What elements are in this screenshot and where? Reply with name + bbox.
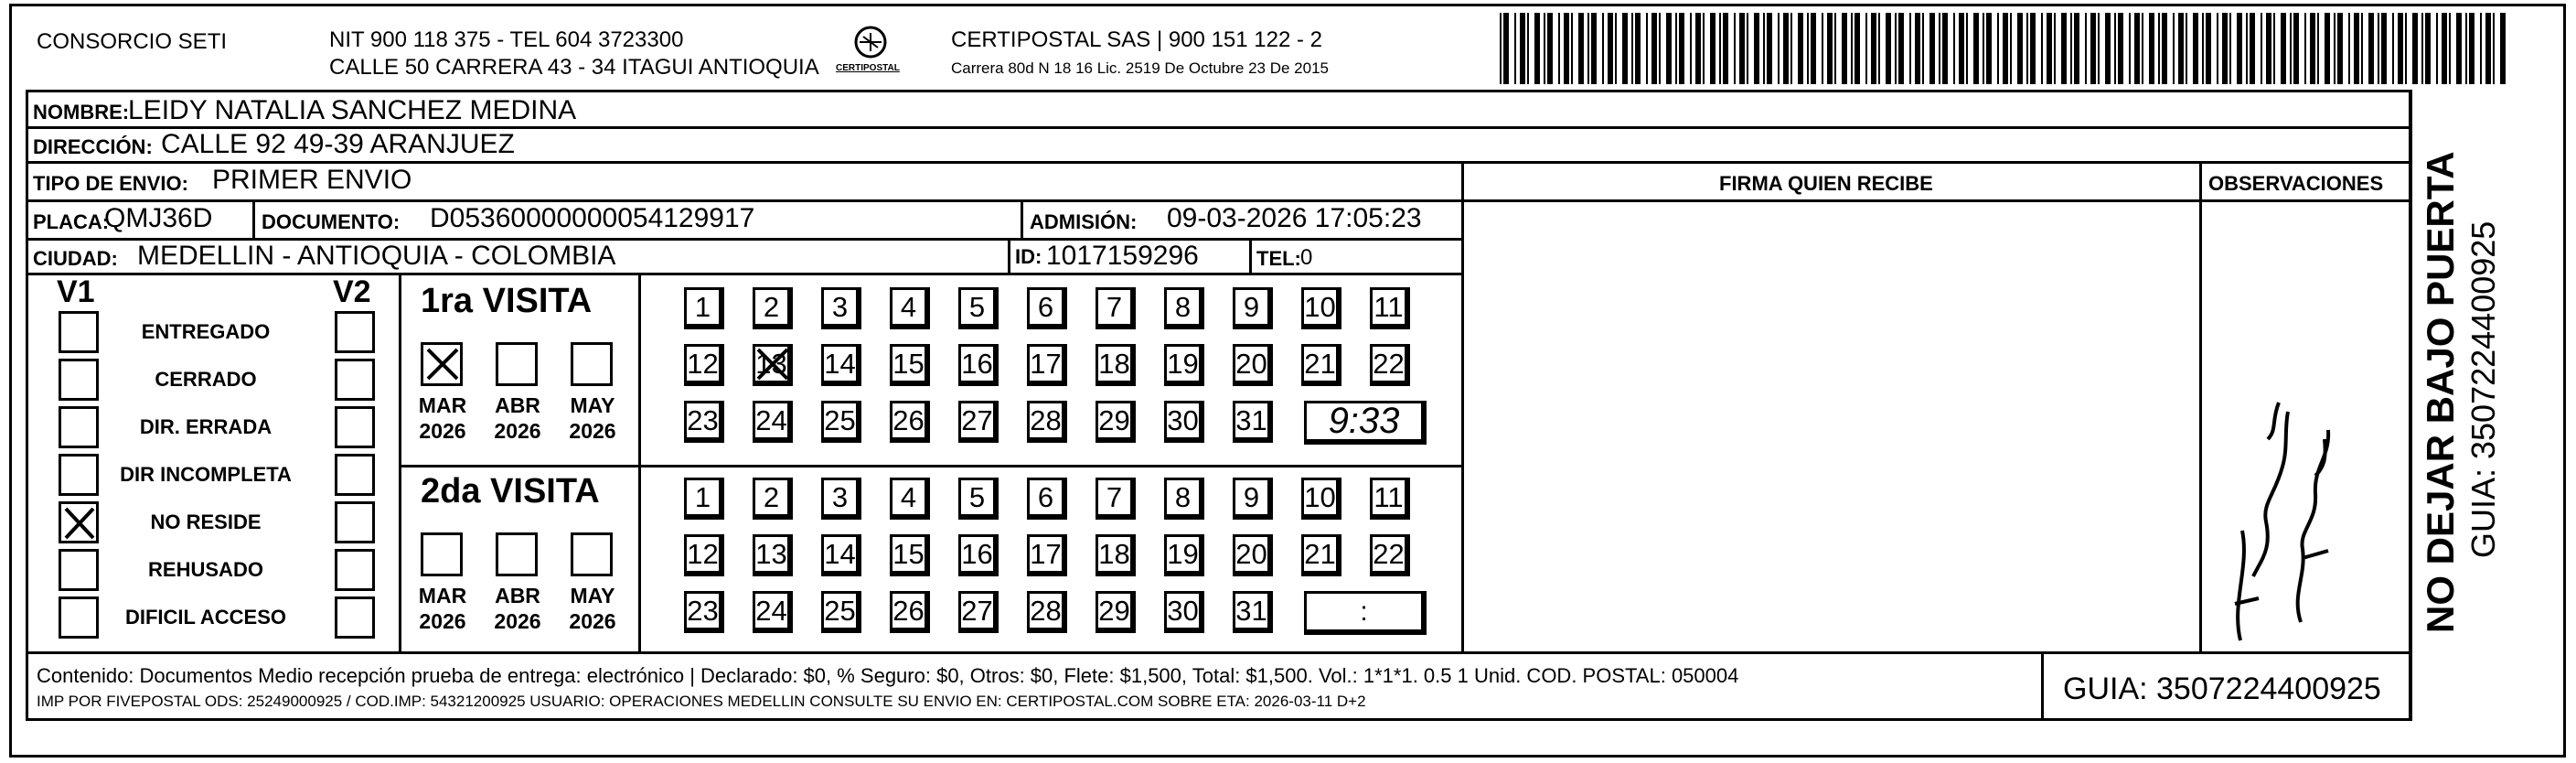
day-box-8[interactable]: 8 xyxy=(1164,478,1204,520)
status-label: ENTREGADO xyxy=(141,320,271,343)
day-box-29[interactable]: 29 xyxy=(1096,591,1136,633)
barcode-bar xyxy=(1942,13,1948,84)
status-label: DIR. ERRADA xyxy=(139,415,273,438)
day-box-17[interactable]: 17 xyxy=(1027,344,1067,386)
barcode-bar xyxy=(2054,13,2056,84)
admision-label: ADMISIÓN: xyxy=(1030,210,1138,233)
check-mark-icon xyxy=(424,346,461,382)
barcode-bar xyxy=(1754,13,1759,84)
month-checkbox-abr[interactable] xyxy=(496,342,538,386)
documento-label: DOCUMENTO: xyxy=(262,210,401,233)
year-label: 2026 xyxy=(569,609,616,633)
barcode-bar xyxy=(1710,13,1716,84)
barcode-bar xyxy=(2178,13,2184,84)
barcode-bar xyxy=(1734,13,1736,84)
barcode-bar xyxy=(1544,13,1545,84)
v1-checkbox-dir-errada[interactable] xyxy=(59,406,99,448)
barcode-bar xyxy=(1973,13,1979,84)
placa-label: PLACA: xyxy=(33,210,110,233)
barcode-bar xyxy=(2412,13,2418,84)
barcode-bar xyxy=(2098,13,2100,84)
barcode-bar xyxy=(1783,13,1789,84)
side-guia: GUIA: 3507224400925 xyxy=(2464,220,2502,558)
barcode-bar xyxy=(2281,13,2286,84)
status-label: REHUSADO xyxy=(148,558,263,581)
barcode-bar xyxy=(2118,13,2123,84)
barcode-bar xyxy=(1895,13,1897,84)
v2-checkbox-entregado[interactable] xyxy=(335,311,375,353)
barcode-bar xyxy=(1807,13,1809,84)
barcode-bar xyxy=(1547,13,1553,84)
day-box-28[interactable]: 28 xyxy=(1027,401,1067,443)
certipostal-line1: CERTIPOSTAL SAS | 900 151 122 - 2 xyxy=(951,27,1322,52)
barcode-bar xyxy=(2392,13,2394,84)
time-box[interactable]: : xyxy=(1304,591,1427,635)
documento-value: D05360000000054129917 xyxy=(430,203,755,233)
status-label: CERRADO xyxy=(155,368,257,391)
direccion-label: DIRECCIÓN: xyxy=(33,135,153,158)
barcode-bar xyxy=(2485,13,2491,84)
barcode-bar xyxy=(1865,13,1867,84)
day-box-3[interactable]: 3 xyxy=(821,478,861,520)
id-value: 1017159296 xyxy=(1046,241,1199,271)
cell-divider xyxy=(1021,199,1023,238)
v2-checkbox-dir-incompleta[interactable] xyxy=(335,454,375,496)
company-name: CONSORCIO SETI xyxy=(37,29,228,54)
tipo-label: TIPO DE ENVIO: xyxy=(33,172,188,195)
day-box-27[interactable]: 27 xyxy=(958,591,999,633)
barcode-bar xyxy=(1878,13,1880,84)
month-label: ABR xyxy=(495,584,540,607)
barcode-bar xyxy=(2381,13,2387,84)
barcode-bar xyxy=(2085,13,2087,84)
day-box-9[interactable]: 9 xyxy=(1233,478,1273,520)
barcode-bar xyxy=(2149,13,2154,84)
barcode-bar xyxy=(2293,13,2299,84)
barcode-bar xyxy=(1659,13,1661,84)
form-bottom-line xyxy=(26,651,2412,654)
barcode-bar xyxy=(2193,13,2198,84)
barcode-bar xyxy=(1500,13,1502,84)
check-mark-icon xyxy=(754,346,791,382)
v2-checkbox-cerrado[interactable] xyxy=(335,359,375,401)
v2-label: V2 xyxy=(333,274,371,309)
month-label: MAR xyxy=(418,393,467,417)
barcode-bar xyxy=(1646,13,1648,84)
day-box-6[interactable]: 6 xyxy=(1027,478,1067,520)
footer-line2: IMP POR FIVEPOSTAL ODS: 25249000925 / COD.IMP: 54321200925 USUARIO: OPERACIONES MEDELLIN CONSULTE SU ENVIO EN: CERTIPOSTAL.COM SOBRE ETA: 2026-03-11 D+2 xyxy=(37,693,1366,710)
cell-divider xyxy=(1249,238,1252,273)
barcode-bar xyxy=(2186,13,2187,84)
barcode-bar xyxy=(1953,13,1955,84)
v2-checkbox-dir-errada[interactable] xyxy=(335,406,375,448)
ciudad-value: MEDELLIN - ANTIOQUIA - COLOMBIA xyxy=(137,241,616,271)
barcode-bar xyxy=(1587,13,1589,84)
cell-divider xyxy=(1008,238,1010,273)
barcode-bar xyxy=(1703,13,1705,84)
barcode-bar xyxy=(2354,13,2359,84)
barcode-bar xyxy=(1997,13,1999,84)
barcode-bar xyxy=(1558,13,1560,84)
barcode-bar xyxy=(2142,13,2143,84)
barcode-bar xyxy=(1514,13,1516,84)
barcode-bar xyxy=(1798,13,1803,84)
day-box-10[interactable]: 10 xyxy=(1301,287,1341,329)
barcode-bar xyxy=(2173,13,2175,84)
barcode-bar xyxy=(2074,13,2079,84)
barcode-bar xyxy=(2317,13,2319,84)
barcode-bar xyxy=(2425,13,2431,84)
barcode-bar xyxy=(2405,13,2407,84)
visit2-title: 2da VISITA xyxy=(421,472,600,510)
day-box-16[interactable]: 16 xyxy=(958,344,999,386)
barcode-bar xyxy=(2261,13,2262,84)
barcode-bar xyxy=(1778,13,1780,84)
handwritten-signature xyxy=(2213,329,2359,659)
day-box-30[interactable]: 30 xyxy=(1164,591,1204,633)
month-label: ABR xyxy=(495,393,540,417)
barcode-bar xyxy=(2310,13,2315,84)
barcode-bar xyxy=(2017,13,2023,84)
column-divider xyxy=(2199,161,2202,651)
barcode-bar xyxy=(2456,13,2462,84)
barcode-bar xyxy=(2202,13,2204,84)
month-label: MAY xyxy=(570,393,615,417)
day-box-21[interactable]: 21 xyxy=(1301,534,1341,576)
barcode-bar xyxy=(2273,13,2275,84)
barcode-bar xyxy=(1520,13,1525,84)
day-box-10[interactable]: 10 xyxy=(1301,478,1341,520)
barcode-bar xyxy=(2421,13,2423,84)
barcode-bar xyxy=(2070,13,2072,84)
visit-separator xyxy=(399,465,1464,467)
tipo-value: PRIMER ENVIO xyxy=(212,165,412,195)
day-box-14[interactable]: 14 xyxy=(821,534,861,576)
barcode-bar xyxy=(2217,13,2218,84)
status-divider xyxy=(399,273,401,651)
barcode xyxy=(1500,13,2506,88)
barcode-bar xyxy=(1855,13,1860,84)
day-box-22[interactable]: 22 xyxy=(1370,534,1410,576)
barcode-bar xyxy=(2129,13,2131,84)
year-label: 2026 xyxy=(419,609,466,633)
day-box-26[interactable]: 26 xyxy=(890,401,930,443)
barcode-bar xyxy=(2206,13,2211,84)
day-box-13[interactable]: 13 xyxy=(753,344,793,386)
barcode-bar xyxy=(1635,13,1641,84)
direccion-value: CALLE 92 49-39 ARANJUEZ xyxy=(161,129,515,159)
v2-checkbox-rehusado[interactable] xyxy=(335,549,375,591)
visit-divider xyxy=(638,273,641,651)
day-box-4[interactable]: 4 xyxy=(890,287,930,329)
barcode-bar xyxy=(2493,13,2495,84)
day-box-7[interactable]: 7 xyxy=(1096,287,1136,329)
day-box-28[interactable]: 28 xyxy=(1027,591,1067,633)
month-label: MAR xyxy=(418,584,467,607)
barcode-bar xyxy=(2465,13,2467,84)
day-box-18[interactable]: 18 xyxy=(1096,534,1136,576)
status-label: DIFICIL ACCESO xyxy=(124,606,286,629)
day-box-25[interactable]: 25 xyxy=(821,591,861,633)
barcode-bar xyxy=(2449,13,2451,84)
footer-guia: GUIA: 3507224400925 xyxy=(2063,672,2381,706)
day-box-6[interactable]: 6 xyxy=(1027,287,1067,329)
day-box-11[interactable]: 11 xyxy=(1370,287,1410,329)
day-box-20[interactable]: 20 xyxy=(1233,344,1273,386)
barcode-bar xyxy=(1503,13,1509,84)
day-box-31[interactable]: 31 xyxy=(1233,591,1273,633)
barcode-bar xyxy=(1790,13,1792,84)
barcode-bar xyxy=(1534,13,1540,84)
day-box-8[interactable]: 8 xyxy=(1164,287,1204,329)
time-box[interactable]: 9:33 xyxy=(1304,401,1427,445)
year-label: 2026 xyxy=(569,419,616,443)
barcode-bar xyxy=(2325,13,2330,84)
barcode-bar xyxy=(1811,13,1816,84)
month-checkbox-mar[interactable] xyxy=(421,532,463,576)
day-box-14[interactable]: 14 xyxy=(821,344,861,386)
barcode-bar xyxy=(1527,13,1529,84)
barcode-bar xyxy=(1939,13,1940,84)
barcode-bar xyxy=(2229,13,2231,84)
row-line xyxy=(26,273,1464,275)
barcode-bar xyxy=(2237,13,2242,84)
row-line xyxy=(26,161,2412,164)
barcode-bar xyxy=(1886,13,1891,84)
barcode-bar xyxy=(1983,13,1984,84)
side-warning: NO DEJAR BAJO PUERTA xyxy=(2419,151,2462,633)
barcode-bar xyxy=(2378,13,2379,84)
barcode-bar xyxy=(2003,13,2008,84)
day-box-3[interactable]: 3 xyxy=(821,287,861,329)
barcode-bar xyxy=(2041,13,2043,84)
v1-checkbox-entregado[interactable] xyxy=(59,311,99,353)
barcode-bar xyxy=(2105,13,2111,84)
barcode-bar xyxy=(1690,13,1692,84)
logo-text: CERTIPOSTAL xyxy=(836,63,900,73)
tel-label: TEL: xyxy=(1256,247,1301,270)
barcode-bar xyxy=(1631,13,1633,84)
barcode-bar xyxy=(2361,13,2363,84)
barcode-bar xyxy=(2266,13,2271,84)
barcode-bar xyxy=(2162,13,2167,84)
barcode-bar xyxy=(1842,13,1847,84)
barcode-bar xyxy=(1675,13,1677,84)
barcode-bar xyxy=(1571,13,1573,84)
column-divider xyxy=(1461,161,1464,651)
year-label: 2026 xyxy=(494,419,541,443)
barcode-bar xyxy=(2337,13,2343,84)
check-mark-icon xyxy=(62,505,97,542)
barcode-bar xyxy=(1615,13,1617,84)
year-label: 2026 xyxy=(419,419,466,443)
barcode-bar xyxy=(2030,13,2036,84)
day-box-7[interactable]: 7 xyxy=(1096,478,1136,520)
barcode-bar xyxy=(1851,13,1853,84)
certipostal-logo xyxy=(834,24,907,79)
day-box-9[interactable]: 9 xyxy=(1233,287,1273,329)
firma-header: FIRMA QUIEN RECIBE xyxy=(1719,172,1933,195)
barcode-bar xyxy=(2304,13,2306,84)
barcode-bar xyxy=(1966,13,1968,84)
status-label: NO RESIDE xyxy=(150,510,262,533)
day-box-19[interactable]: 19 xyxy=(1164,534,1204,576)
month-checkbox-may[interactable] xyxy=(571,532,613,576)
day-box-1[interactable]: 1 xyxy=(684,287,724,329)
barcode-bar xyxy=(1578,13,1584,84)
ciudad-label: CIUDAD: xyxy=(33,247,118,270)
barcode-bar xyxy=(1898,13,1904,84)
barcode-bar xyxy=(1739,13,1745,84)
barcode-bar xyxy=(1679,13,1684,84)
barcode-bar xyxy=(2158,13,2160,84)
day-box-12[interactable]: 12 xyxy=(684,534,724,576)
barcode-bar xyxy=(1986,13,1992,84)
month-checkbox-may[interactable] xyxy=(571,342,613,386)
day-box-25[interactable]: 25 xyxy=(821,401,861,443)
barcode-bar xyxy=(2114,13,2116,84)
nit-line: NIT 900 118 375 - TEL 604 3723300 xyxy=(329,27,684,52)
barcode-bar xyxy=(2061,13,2067,84)
day-box-26[interactable]: 26 xyxy=(890,591,930,633)
v1-checkbox-rehusado[interactable] xyxy=(59,549,99,591)
barcode-bar xyxy=(1834,13,1836,84)
admision-value: 09-03-2026 17:05:23 xyxy=(1167,203,1422,233)
day-box-19[interactable]: 19 xyxy=(1164,344,1204,386)
day-box-5[interactable]: 5 xyxy=(958,478,999,520)
day-box-2[interactable]: 2 xyxy=(753,478,793,520)
day-box-15[interactable]: 15 xyxy=(890,344,930,386)
day-box-24[interactable]: 24 xyxy=(753,401,793,443)
certipostal-line2: Carrera 80d N 18 16 Lic. 2519 De Octubre 23 De 2015 xyxy=(951,59,1329,77)
barcode-bar xyxy=(1608,13,1613,84)
nombre-value: LEIDY NATALIA SANCHEZ MEDINA xyxy=(128,95,577,125)
barcode-bar xyxy=(1922,13,1924,84)
v1-label: V1 xyxy=(57,274,95,309)
day-box-31[interactable]: 31 xyxy=(1233,401,1273,443)
status-label: DIR INCOMPLETA xyxy=(120,463,292,486)
barcode-bar xyxy=(2090,13,2096,84)
barcode-bar xyxy=(1767,13,1772,84)
barcode-bar xyxy=(2368,13,2374,84)
month-checkbox-abr[interactable] xyxy=(496,532,538,576)
day-box-22[interactable]: 22 xyxy=(1370,344,1410,386)
barcode-bar xyxy=(2290,13,2292,84)
day-box-24[interactable]: 24 xyxy=(753,591,793,633)
barcode-bar xyxy=(1747,13,1748,84)
v2-checkbox-dificil-acceso[interactable] xyxy=(335,596,375,639)
day-box-15[interactable]: 15 xyxy=(890,534,930,576)
barcode-bar xyxy=(2134,13,2140,84)
v2-checkbox-no-reside[interactable] xyxy=(335,501,375,543)
day-box-5[interactable]: 5 xyxy=(958,287,999,329)
guia-divider xyxy=(2041,651,2044,721)
year-label: 2026 xyxy=(494,609,541,633)
v1-checkbox-cerrado[interactable] xyxy=(59,359,99,401)
day-box-29[interactable]: 29 xyxy=(1096,401,1136,443)
barcode-bar xyxy=(1591,13,1597,84)
barcode-bar xyxy=(1666,13,1672,84)
barcode-bar xyxy=(2246,13,2248,84)
barcode-bar xyxy=(1719,13,1721,84)
day-box-12[interactable]: 12 xyxy=(684,344,724,386)
day-box-23[interactable]: 23 xyxy=(684,591,724,633)
nombre-label: NOMBRE: xyxy=(33,101,130,124)
tel-value: 0 xyxy=(1300,245,1313,270)
barcode-bar xyxy=(2469,13,2474,84)
barcode-bar xyxy=(2010,13,2012,84)
cell-divider xyxy=(252,199,255,238)
barcode-bar xyxy=(1723,13,1728,84)
barcode-bar xyxy=(2348,13,2350,84)
barcode-bar xyxy=(1763,13,1765,84)
day-box-11[interactable]: 11 xyxy=(1370,478,1410,520)
barcode-bar xyxy=(2026,13,2028,84)
day-box-17[interactable]: 17 xyxy=(1027,534,1067,576)
v1-checkbox-dificil-acceso[interactable] xyxy=(59,596,99,639)
barcode-bar xyxy=(1822,13,1823,84)
day-box-20[interactable]: 20 xyxy=(1233,534,1273,576)
day-box-4[interactable]: 4 xyxy=(890,478,930,520)
month-label: MAY xyxy=(570,584,615,607)
barcode-bar xyxy=(1622,13,1628,84)
observaciones-header: OBSERVACIONES xyxy=(2208,172,2384,195)
day-box-30[interactable]: 30 xyxy=(1164,401,1204,443)
day-box-1[interactable]: 1 xyxy=(684,478,724,520)
barcode-bar xyxy=(1564,13,1569,84)
barcode-bar xyxy=(1915,13,1920,84)
day-box-13[interactable]: 13 xyxy=(753,534,793,576)
header-underline xyxy=(1461,199,2412,202)
barcode-bar xyxy=(1602,13,1604,84)
barcode-bar xyxy=(2334,13,2336,84)
barcode-bar xyxy=(2047,13,2052,84)
barcode-bar xyxy=(2436,13,2438,84)
v1-checkbox-dir-incompleta[interactable] xyxy=(59,454,99,496)
day-box-21[interactable]: 21 xyxy=(1301,344,1341,386)
column-divider xyxy=(2409,90,2411,721)
placa-value: QMJ36D xyxy=(104,203,213,233)
barcode-bar xyxy=(1695,13,1701,84)
visit1-title: 1ra VISITA xyxy=(421,282,593,320)
address-line: CALLE 50 CARRERA 43 - 34 ITAGUI ANTIOQUIA xyxy=(329,55,819,80)
barcode-bar xyxy=(1871,13,1876,84)
id-label: ID: xyxy=(1015,245,1042,268)
day-box-18[interactable]: 18 xyxy=(1096,344,1136,386)
barcode-bar xyxy=(1827,13,1833,84)
day-box-16[interactable]: 16 xyxy=(958,534,999,576)
day-box-23[interactable]: 23 xyxy=(684,401,724,443)
day-box-27[interactable]: 27 xyxy=(958,401,999,443)
barcode-bar xyxy=(2222,13,2228,84)
barcode-bar xyxy=(2442,13,2447,84)
barcode-bar xyxy=(2480,13,2482,84)
footer-line1: Contenido: Documentos Medio recepción prueba de entrega: electrónico | Declarado: $0, % Seguro: $0, Otros: $0, Flete: $1,500, Total: $1,500. Vol.: 1*1*1. 0.5 1 Unid. COD. POSTAL: 050004 xyxy=(37,664,1739,687)
barcode-bar xyxy=(1909,13,1911,84)
barcode-bar xyxy=(1959,13,1964,84)
day-box-2[interactable]: 2 xyxy=(753,287,793,329)
barcode-bar xyxy=(1929,13,1935,84)
barcode-bar xyxy=(2398,13,2403,84)
barcode-bar xyxy=(1651,13,1657,84)
barcode-bar xyxy=(2500,13,2506,84)
barcode-bar xyxy=(2250,13,2255,84)
